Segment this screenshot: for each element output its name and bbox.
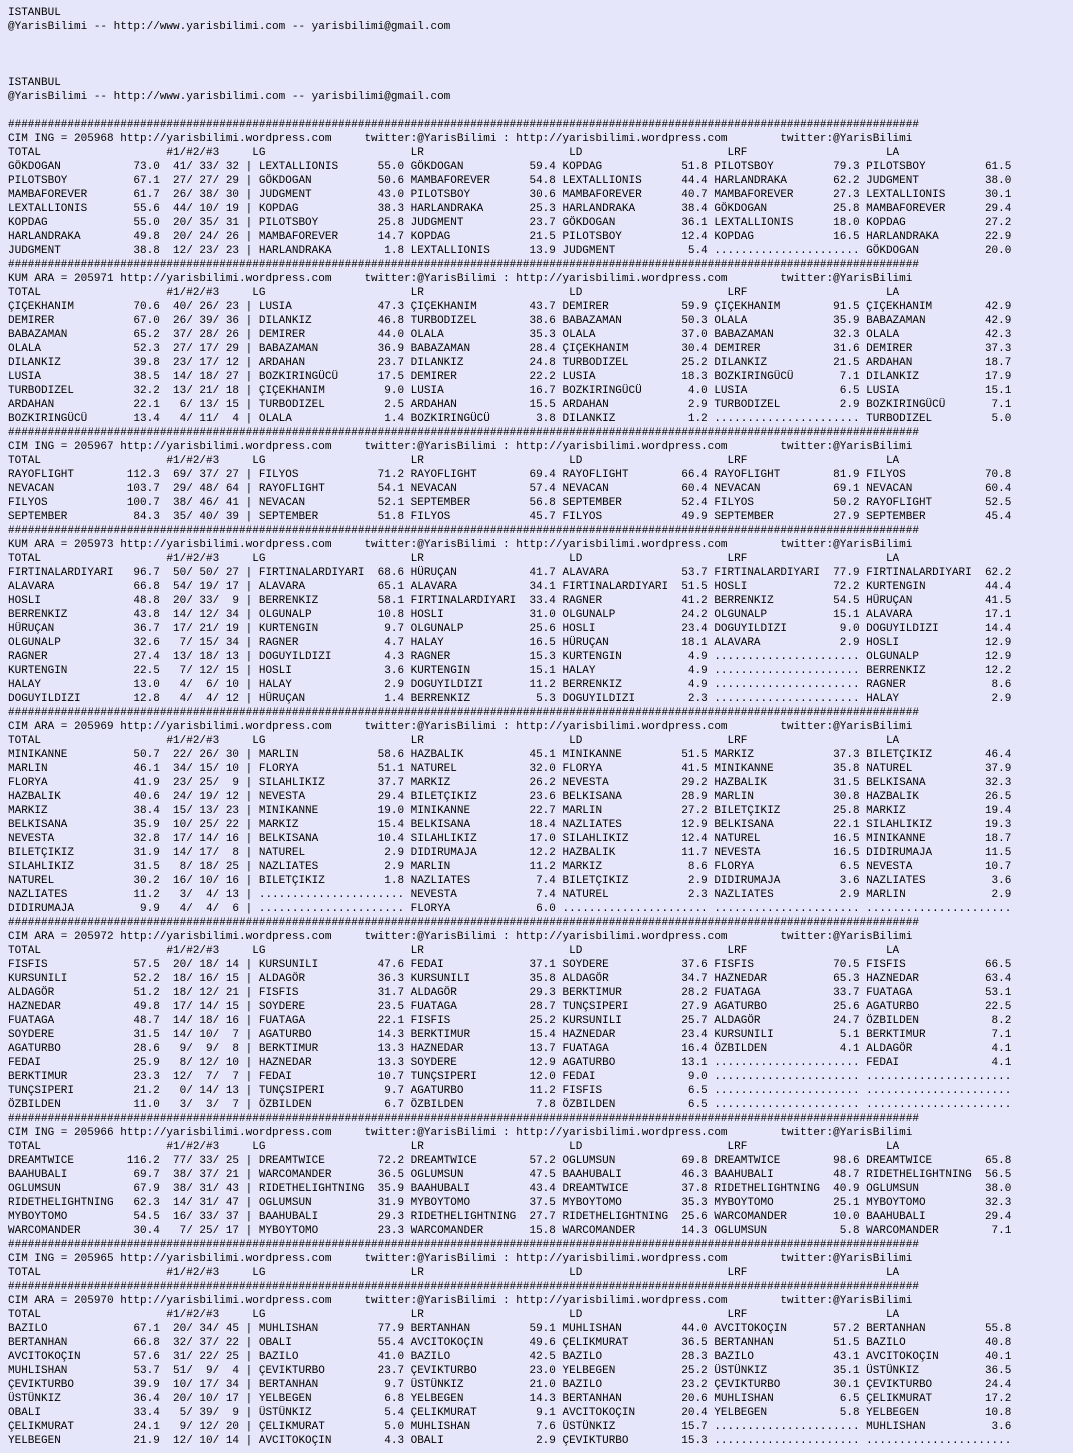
- table-row: TURBODIZEL 32.2 13/ 21/ 18 | ÇIÇEKHANIM 9.0 LUSIA 16.7 BOZKIRINGÜCÜ 4.0 LUSIA 6.5 LUSIA 15.1: [8, 385, 1012, 397]
- table-row: ARDAHAN 22.1 6/ 13/ 15 | TURBODIZEL 2.5 ARDAHAN 15.5 ARDAHAN 2.9 TURBODIZEL 2.9 BOZKIRINGÜCÜ 7.1: [8, 399, 1012, 411]
- table-row: BAZILO 67.1 20/ 34/ 45 | MUHLISHAN 77.9 BERTANHAN 59.1 MUHLISHAN 44.0 AVCITOKOÇIN 57.2 BERTANHAN 55.8: [8, 1323, 1012, 1335]
- table-row: DIDIRUMAJA 9.9 4/ 4/ 6 | ...................... FLORYA 6.0 ...................... ...................... ......................: [8, 903, 1012, 915]
- table-row: FILYOS 100.7 38/ 46/ 41 | NEVACAN 52.1 SEPTEMBER 56.8 SEPTEMBER 52.4 FILYOS 50.2 RAYOFLIGHT 52.5: [8, 497, 1012, 509]
- table-row: ÇIÇEKHANIM 70.6 40/ 26/ 23 | LUSIA 47.3 ÇIÇEKHANIM 43.7 DEMIRER 59.9 ÇIÇEKHANIM 91.5 ÇIÇEKHANIM 42.9: [8, 301, 1012, 313]
- table-row: DOGUYILDIZI 12.8 4/ 4/ 12 | HÜRUÇAN 1.4 BERRENKIZ 5.3 DOGUYILDIZI 2.3 ...................... HALAY 2.9: [8, 693, 1012, 705]
- table-row: MARLIN 46.1 34/ 15/ 10 | FLORYA 51.1 NATUREL 32.0 FLORYA 41.5 MINIKANNE 35.8 NATUREL 37.9: [8, 763, 1012, 775]
- column-header-line: TOTAL #1/#2/#3 LG LR LD LRF LA: [8, 553, 900, 565]
- table-row: ÇELIKMURAT 24.1 9/ 12/ 20 | ÇELIKMURAT 5.0 MUHLISHAN 7.6 ÜSTÜNKIZ 15.7 ...................... MUHLISHAN 3.6: [8, 1421, 1012, 1433]
- blank-line: [8, 62, 1073, 76]
- separator-line: ##########################################################################################################################################: [8, 525, 919, 537]
- city-title: ISTANBUL: [8, 7, 61, 19]
- separator-line: ##########################################################################################################################################: [8, 1113, 919, 1125]
- table-row: ALAVARA 66.8 54/ 19/ 17 | ALAVARA 65.1 ALAVARA 34.1 FIRTINALARDIYARI 51.5 HOSLI 72.2 KURTENGIN 44.4: [8, 581, 1012, 593]
- table-row: HÜRUÇAN 36.7 17/ 21/ 19 | KURTENGIN 9.7 OLGUNALP 25.6 HOSLI 23.4 DOGUYILDIZI 9.0 DOGUYILDIZI 14.4: [8, 623, 1012, 635]
- table-row: KOPDAG 55.0 20/ 35/ 31 | PILOTSBOY 25.8 JUDGMENT 23.7 GÖKDOGAN 36.1 LEXTALLIONIS 18.0 KOPDAG 27.2: [8, 217, 1012, 229]
- blank-line: [8, 48, 1073, 62]
- table-row: SEPTEMBER 84.3 35/ 40/ 39 | SEPTEMBER 51.8 FILYOS 45.7 FILYOS 49.9 SEPTEMBER 27.9 SEPTEMBER 45.4: [8, 511, 1012, 523]
- table-row: FLORYA 41.9 23/ 25/ 9 | SILAHLIKIZ 37.7 MARKIZ 26.2 NEVESTA 29.2 HAZBALIK 31.5 BELKISANA 32.3: [8, 777, 1012, 789]
- table-row: MYBOYTOMO 54.5 16/ 33/ 37 | BAAHUBALI 29.3 RIDETHELIGHTNING 27.7 RIDETHELIGHTNING 25.6 WARCOMANDER 10.0 BAAHUBALI 29.4: [8, 1211, 1012, 1223]
- separator-line: ##########################################################################################################################################: [8, 1281, 919, 1293]
- separator-line: ##########################################################################################################################################: [8, 259, 919, 271]
- table-row: BERKTIMUR 23.3 12/ 7/ 7 | FEDAI 10.7 TUNÇSIPERI 12.0 FEDAI 9.0 ...................... ......................: [8, 1071, 1012, 1083]
- column-header-line: TOTAL #1/#2/#3 LG LR LD LRF LA: [8, 1309, 900, 1321]
- table-row: FEDAI 25.9 8/ 12/ 10 | HAZNEDAR 13.3 SOYDERE 12.9 AGATURBO 13.1 ...................... FEDAI 4.1: [8, 1057, 1012, 1069]
- table-row: ÇEVIKTURBO 39.9 10/ 17/ 34 | BERTANHAN 9.7 ÜSTÜNKIZ 21.0 BAZILO 23.2 ÇEVIKTURBO 30.1 ÇEVIKTURBO 24.4: [8, 1379, 1012, 1391]
- race-header-line: CIM ING = 205967 http://yarisbilimi.wordpress.com twitter:@YarisBilimi : http://yarisbilimi.wordpress.com twitter:@YarisBilimi: [8, 441, 913, 453]
- column-header-line: TOTAL #1/#2/#3 LG LR LD LRF LA: [8, 1267, 900, 1279]
- table-row: LUSIA 38.5 14/ 18/ 27 | BOZKIRINGÜCÜ 17.5 DEMIRER 22.2 LUSIA 18.3 BOZKIRINGÜCÜ 7.1 DILANKIZ 17.9: [8, 371, 1012, 383]
- column-header-line: TOTAL #1/#2/#3 LG LR LD LRF LA: [8, 287, 900, 299]
- race-header-line: KUM ARA = 205971 http://yarisbilimi.wordpress.com twitter:@YarisBilimi : http://yarisbilimi.wordpress.com twitter:@YarisBilimi: [8, 273, 913, 285]
- table-row: LEXTALLIONIS 55.6 44/ 10/ 19 | KOPDAG 38.3 HARLANDRAKA 25.3 HARLANDRAKA 38.4 GÖKDOGAN 25.8 MAMBAFOREVER 29.4: [8, 203, 1012, 215]
- race-header-line: CIM ING = 205968 http://yarisbilimi.wordpress.com twitter:@YarisBilimi : http://yarisbilimi.wordpress.com twitter:@YarisBilimi: [8, 133, 913, 145]
- separator-line: ##########################################################################################################################################: [8, 1239, 919, 1251]
- column-header-line: TOTAL #1/#2/#3 LG LR LD LRF LA: [8, 945, 900, 957]
- table-row: OLALA 52.3 27/ 17/ 29 | BABAZAMAN 36.9 BABAZAMAN 28.4 ÇIÇEKHANIM 30.4 DEMIRER 31.6 DEMIRER 37.3: [8, 343, 1012, 355]
- table-row: PILOTSBOY 67.1 27/ 27/ 29 | GÖKDOGAN 50.6 MAMBAFOREVER 54.8 LEXTALLIONIS 44.4 HARLANDRAKA 62.2 JUDGMENT 38.0: [8, 175, 1012, 187]
- table-row: BAAHUBALI 69.7 38/ 37/ 21 | WARCOMANDER 36.5 OGLUMSUN 47.5 BAAHUBALI 46.3 BAAHUBALI 48.7 RIDETHELIGHTNING 56.5: [8, 1169, 1012, 1181]
- table-row: DEMIRER 67.0 26/ 39/ 36 | DILANKIZ 46.8 TURBODIZEL 38.6 BABAZAMAN 50.3 OLALA 35.9 BABAZAMAN 42.9: [8, 315, 1012, 327]
- table-row: HALAY 13.0 4/ 6/ 10 | HALAY 2.9 DOGUYILDIZI 11.2 BERRENKIZ 4.9 ...................... RAGNER 8.6: [8, 679, 1012, 691]
- table-row: FIRTINALARDIYARI 96.7 50/ 50/ 27 | FIRTINALARDIYARI 68.6 HÜRUÇAN 41.7 ALAVARA 53.7 FIRTINALARDIYARI 77.9 FIRTINALARDIYARI 62.2: [8, 567, 1012, 579]
- table-row: JUDGMENT 38.8 12/ 23/ 23 | HARLANDRAKA 1.8 LEXTALLIONIS 13.9 JUDGMENT 5.4 ...................... GÖKDOGAN 20.0: [8, 245, 1012, 257]
- table-row: DILANKIZ 39.8 23/ 17/ 12 | ARDAHAN 23.7 DILANKIZ 24.8 TURBODIZEL 25.2 DILANKIZ 21.5 ARDAHAN 18.7: [8, 357, 1012, 369]
- table-row: NAZLIATES 11.2 3/ 4/ 13 | ...................... NEVESTA 7.4 NATUREL 2.3 NAZLIATES 2.9 MARLIN 2.9: [8, 889, 1012, 901]
- race-header-line: CIM ARA = 205970 http://yarisbilimi.wordpress.com twitter:@YarisBilimi : http://yarisbilimi.wordpress.com twitter:@YarisBilimi: [8, 1295, 913, 1307]
- separator-line: ##########################################################################################################################################: [8, 427, 919, 439]
- table-row: SOYDERE 31.5 14/ 10/ 7 | AGATURBO 14.3 BERKTIMUR 15.4 HAZNEDAR 23.4 KURSUNILI 5.1 BERKTIMUR 7.1: [8, 1029, 1012, 1041]
- separator-line: ##########################################################################################################################################: [8, 917, 919, 929]
- table-row: BERTANHAN 66.8 32/ 37/ 22 | OBALI 55.4 AVCITOKOÇIN 49.6 ÇELIKMURAT 36.5 BERTANHAN 51.5 BAZILO 40.8: [8, 1337, 1012, 1349]
- table-row: MARKIZ 38.4 15/ 13/ 23 | MINIKANNE 19.0 MINIKANNE 22.7 MARLIN 27.2 BILETÇIKIZ 25.8 MARKIZ 19.4: [8, 805, 1012, 817]
- table-row: BELKISANA 35.9 10/ 25/ 22 | MARKIZ 15.4 BELKISANA 18.4 NAZLIATES 12.9 BELKISANA 22.1 SILAHLIKIZ 19.3: [8, 819, 1012, 831]
- table-row: NEVESTA 32.8 17/ 14/ 16 | BELKISANA 10.4 SILAHLIKIZ 17.0 SILAHLIKIZ 12.4 NATUREL 16.5 MINIKANNE 18.7: [8, 833, 1012, 845]
- column-header-line: TOTAL #1/#2/#3 LG LR LD LRF LA: [8, 455, 900, 467]
- table-row: GÖKDOGAN 73.0 41/ 33/ 32 | LEXTALLIONIS 55.0 GÖKDOGAN 59.4 KOPDAG 51.8 PILOTSBOY 79.3 PILOTSBOY 61.5: [8, 161, 1012, 173]
- table-row: OLGUNALP 32.6 7/ 15/ 34 | RAGNER 4.7 HALAY 16.5 HÜRUÇAN 18.1 ALAVARA 2.9 HOSLI 12.9: [8, 637, 1012, 649]
- table-row: TUNÇSIPERI 21.2 0/ 14/ 13 | TUNÇSIPERI 9.7 AGATURBO 11.2 FISFIS 6.5 ...................... ......................: [8, 1085, 1012, 1097]
- separator-line: ##########################################################################################################################################: [8, 707, 919, 719]
- table-row: BILETÇIKIZ 31.9 14/ 17/ 8 | NATUREL 2.9 DIDIRUMAJA 12.2 HAZBALIK 11.7 NEVESTA 16.5 DIDIRUMAJA 11.5: [8, 847, 1012, 859]
- column-header-line: TOTAL #1/#2/#3 LG LR LD LRF LA: [8, 1141, 900, 1153]
- table-row: KURTENGIN 22.5 7/ 12/ 15 | HOSLI 3.6 KURTENGIN 15.1 HALAY 4.9 ...................... BERRENKIZ 12.2: [8, 665, 1012, 677]
- table-row: YELBEGEN 21.9 12/ 10/ 14 | AVCITOKOÇIN 4.3 OBALI 2.9 ÇEVIKTURBO 15.3 ...................... ......................: [8, 1435, 1012, 1447]
- column-header-line: TOTAL #1/#2/#3 LG LR LD LRF LA: [8, 735, 900, 747]
- column-header-line: TOTAL #1/#2/#3 LG LR LD LRF LA: [8, 147, 900, 159]
- table-row: ÖZBILDEN 11.0 3/ 3/ 7 | ÖZBILDEN 6.7 ÖZBILDEN 7.8 ÖZBILDEN 6.5 ...................... ......................: [8, 1099, 1012, 1111]
- race-header-line: CIM ING = 205966 http://yarisbilimi.wordpress.com twitter:@YarisBilimi : http://yarisbilimi.wordpress.com twitter:@YarisBilimi: [8, 1127, 913, 1139]
- table-row: FUATAGA 48.7 14/ 18/ 16 | FUATAGA 22.1 FISFIS 25.2 KURSUNILI 25.7 ALDAGÖR 24.7 ÖZBILDEN 8.2: [8, 1015, 1012, 1027]
- table-row: ALDAGÖR 51.2 18/ 12/ 21 | FISFIS 31.7 ALDAGÖR 29.3 BERKTIMUR 28.2 FUATAGA 33.7 FUATAGA 53.1: [8, 987, 1012, 999]
- table-row: ÜSTÜNKIZ 36.4 20/ 10/ 17 | YELBEGEN 6.8 YELBEGEN 14.3 BERTANHAN 20.6 MUHLISHAN 6.5 ÇELIKMURAT 17.2: [8, 1393, 1012, 1405]
- table-row: WARCOMANDER 30.4 7/ 25/ 17 | MYBOYTOMO 23.3 WARCOMANDER 15.8 WARCOMANDER 14.3 OGLUMSUN 5.8 WARCOMANDER 7.1: [8, 1225, 1012, 1237]
- table-row: SILAHLIKIZ 31.5 8/ 18/ 25 | NAZLIATES 2.9 MARLIN 11.2 MARKIZ 8.6 FLORYA 6.5 NEVESTA 10.7: [8, 861, 1012, 873]
- race-header-line: CIM ARA = 205969 http://yarisbilimi.wordpress.com twitter:@YarisBilimi : http://yarisbilimi.wordpress.com twitter:@YarisBilimi: [8, 721, 913, 733]
- table-row: HARLANDRAKA 49.8 20/ 24/ 26 | MAMBAFOREVER 14.7 KOPDAG 21.5 PILOTSBOY 12.4 KOPDAG 16.5 HARLANDRAKA 22.9: [8, 231, 1012, 243]
- table-row: KURSUNILI 52.2 18/ 16/ 15 | ALDAGÖR 36.3 KURSUNILI 35.8 ALDAGÖR 34.7 HAZNEDAR 65.3 HAZNEDAR 63.4: [8, 973, 1012, 985]
- table-row: MUHLISHAN 53.7 51/ 9/ 4 | ÇEVIKTURBO 23.7 ÇEVIKTURBO 23.0 YELBEGEN 25.2 ÜSTÜNKIZ 35.1 ÜSTÜNKIZ 36.5: [8, 1365, 1012, 1377]
- blank-line: [8, 104, 1073, 118]
- table-row: RIDETHELIGHTNING 62.3 14/ 31/ 47 | OGLUMSUN 31.9 MYBOYTOMO 37.5 MYBOYTOMO 35.3 MYBOYTOMO 25.1 MYBOYTOMO 32.3: [8, 1197, 1012, 1209]
- table-row: BABAZAMAN 65.2 37/ 28/ 26 | DEMIRER 44.0 OLALA 35.3 OLALA 37.0 BABAZAMAN 32.3 OLALA 42.3: [8, 329, 1012, 341]
- table-row: AVCITOKOÇIN 57.6 31/ 22/ 25 | BAZILO 41.0 BAZILO 42.5 BAZILO 28.3 BAZILO 43.1 AVCITOKOÇIN 40.1: [8, 1351, 1012, 1363]
- race-header-line: CIM ING = 205965 http://yarisbilimi.wordpress.com twitter:@YarisBilimi : http://yarisbilimi.wordpress.com twitter:@YarisBilimi: [8, 1253, 913, 1265]
- table-row: AGATURBO 28.6 9/ 9/ 8 | BERKTIMUR 13.3 HAZNEDAR 13.7 FUATAGA 16.4 ÖZBILDEN 4.1 ALDAGÖR 4.1: [8, 1043, 1012, 1055]
- separator-line: ##########################################################################################################################################: [8, 119, 919, 131]
- table-row: NATUREL 30.2 16/ 10/ 16 | BILETÇIKIZ 1.8 NAZLIATES 7.4 BILETÇIKIZ 2.9 DIDIRUMAJA 3.6 NAZLIATES 3.6: [8, 875, 1012, 887]
- table-row: OGLUMSUN 67.9 38/ 31/ 43 | RIDETHELIGHTNING 35.9 BAAHUBALI 43.4 DREAMTWICE 37.8 RIDETHELIGHTNING 40.9 OGLUMSUN 38.0: [8, 1183, 1012, 1195]
- table-row: HOSLI 48.8 20/ 33/ 9 | BERRENKIZ 58.1 FIRTINALARDIYARI 33.4 RAGNER 41.2 BERRENKIZ 54.5 HÜRUÇAN 41.5: [8, 595, 1012, 607]
- race-header-line: KUM ARA = 205973 http://yarisbilimi.wordpress.com twitter:@YarisBilimi : http://yarisbilimi.wordpress.com twitter:@YarisBilimi: [8, 539, 913, 551]
- table-row: OBALI 33.4 5/ 39/ 9 | ÜSTÜNKIZ 5.4 ÇELIKMURAT 9.1 AVCITOKOÇIN 20.4 YELBEGEN 5.8 YELBEGEN 10.8: [8, 1407, 1012, 1419]
- race-header-line: CIM ARA = 205972 http://yarisbilimi.wordpress.com twitter:@YarisBilimi : http://yarisbilimi.wordpress.com twitter:@YarisBilimi: [8, 931, 913, 943]
- table-row: BERRENKIZ 43.8 14/ 12/ 34 | OLGUNALP 10.8 HOSLI 31.0 OLGUNALP 24.2 OLGUNALP 15.1 ALAVARA 17.1: [8, 609, 1012, 621]
- table-row: HAZNEDAR 49.8 17/ 14/ 15 | SOYDERE 23.5 FUATAGA 28.7 TUNÇSIPERI 27.9 AGATURBO 25.6 AGATURBO 22.5: [8, 1001, 1012, 1013]
- table-row: MINIKANNE 50.7 22/ 26/ 30 | MARLIN 58.6 HAZBALIK 45.1 MINIKANNE 51.5 MARKIZ 37.3 BILETÇIKIZ 46.4: [8, 749, 1012, 761]
- contact-line: @YarisBilimi -- http://www.yarisbilimi.com -- yarisbilimi@gmail.com: [8, 21, 451, 33]
- table-row: RAGNER 27.4 13/ 18/ 13 | DOGUYILDIZI 4.3 RAGNER 15.3 KURTENGIN 4.9 ...................... OLGUNALP 12.9: [8, 651, 1012, 663]
- contact-line: @YarisBilimi -- http://www.yarisbilimi.com -- yarisbilimi@gmail.com: [8, 91, 451, 103]
- table-row: DREAMTWICE 116.2 77/ 33/ 25 | DREAMTWICE 72.2 DREAMTWICE 57.2 OGLUMSUN 69.8 DREAMTWICE 98.6 DREAMTWICE 65.8: [8, 1155, 1012, 1167]
- table-row: MAMBAFOREVER 61.7 26/ 38/ 30 | JUDGMENT 43.0 PILOTSBOY 30.6 MAMBAFOREVER 40.7 MAMBAFOREVER 27.3 LEXTALLIONIS 30.1: [8, 189, 1012, 201]
- blank-line: [8, 34, 1073, 48]
- table-row: NEVACAN 103.7 29/ 48/ 64 | RAYOFLIGHT 54.1 NEVACAN 57.4 NEVACAN 60.4 NEVACAN 69.1 NEVACAN 60.4: [8, 483, 1012, 495]
- city-title: ISTANBUL: [8, 77, 61, 89]
- table-row: HAZBALIK 40.6 24/ 19/ 12 | NEVESTA 29.4 BILETÇIKIZ 23.6 BELKISANA 28.9 MARLIN 30.8 HAZBALIK 26.5: [8, 791, 1012, 803]
- table-row: RAYOFLIGHT 112.3 69/ 37/ 27 | FILYOS 71.2 RAYOFLIGHT 69.4 RAYOFLIGHT 66.4 RAYOFLIGHT 81.9 FILYOS 70.8: [8, 469, 1012, 481]
- table-row: FISFIS 57.5 20/ 18/ 14 | KURSUNILI 47.6 FEDAI 37.1 SOYDERE 37.6 FISFIS 70.5 FISFIS 66.5: [8, 959, 1012, 971]
- table-row: BOZKIRINGÜCÜ 13.4 4/ 11/ 4 | OLALA 1.4 BOZKIRINGÜCÜ 3.8 DILANKIZ 1.2 ...................... TURBODIZEL 5.0: [8, 413, 1012, 425]
